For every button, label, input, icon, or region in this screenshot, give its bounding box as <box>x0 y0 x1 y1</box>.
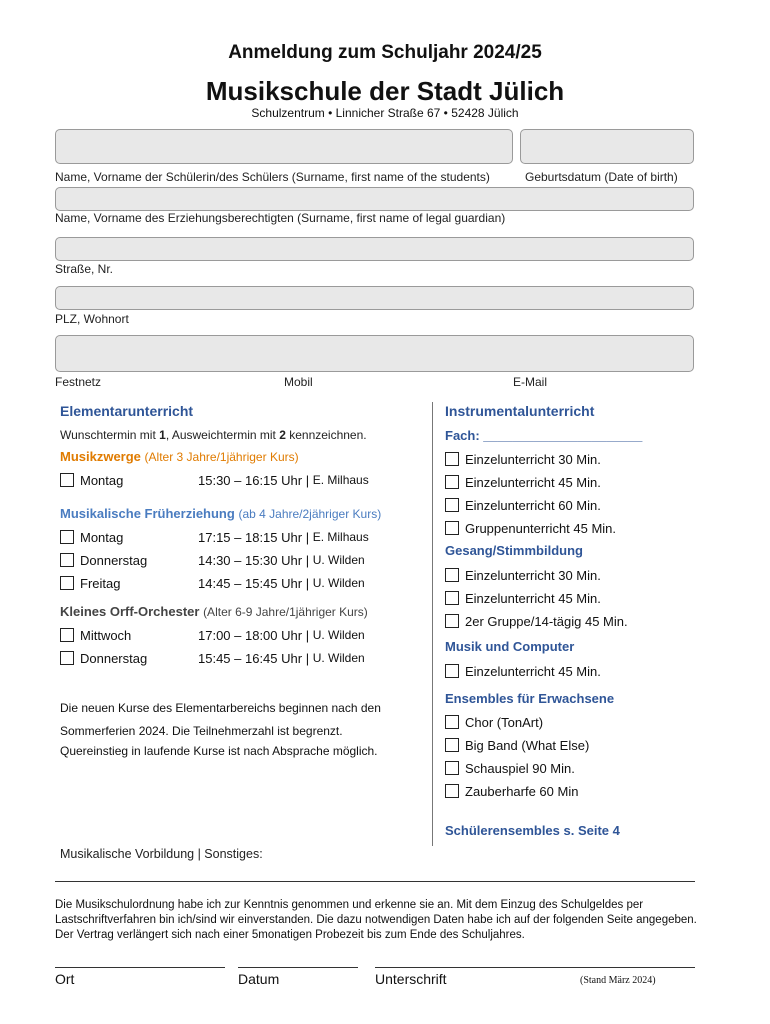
option-gesang-gruppe[interactable]: 2er Gruppe/14-tägig 45 Min. <box>445 612 628 630</box>
guardian-name-label: Name, Vorname des Erziehungsberechtigten (Surname, first name of legal guardian) <box>55 211 506 225</box>
checkbox[interactable] <box>60 651 74 665</box>
ort-line[interactable] <box>55 967 225 968</box>
guardian-name-field[interactable] <box>55 187 694 211</box>
birthdate-field[interactable] <box>520 129 694 164</box>
checkbox[interactable] <box>445 715 459 729</box>
option-schauspiel[interactable]: Schauspiel 90 Min. <box>445 759 575 777</box>
street-label: Straße, Nr. <box>55 262 114 276</box>
checkbox[interactable] <box>445 452 459 466</box>
musikzwerge-title: Musikzwerge (Alter 3 Jahre/1jähriger Kurs) <box>60 449 299 464</box>
checkbox[interactable] <box>445 475 459 489</box>
birthdate-label: Geburtsdatum (Date of birth) <box>525 170 678 184</box>
frueherziehung-title: Musikalische Früherziehung (ab 4 Jahre/2jähriger Kurs) <box>60 506 382 521</box>
course-slot-orff-donnerstag[interactable]: Donnerstag 15:45 – 16:45 Uhr | U. Wilden <box>60 649 365 667</box>
version-stamp: (Stand März 2024) <box>580 975 656 986</box>
column-divider <box>432 402 433 846</box>
elementary-instruction: Wunschtermin mit 1, Ausweichtermin mit 2 kennzeichnen. <box>60 428 367 442</box>
checkbox[interactable] <box>445 761 459 775</box>
checkbox[interactable] <box>445 664 459 678</box>
ort-label: Ort <box>55 971 75 987</box>
city-label: PLZ, Wohnort <box>55 312 129 326</box>
computer-title: Musik und Computer <box>445 639 575 654</box>
option-zauberharfe[interactable]: Zauberharfe 60 Min <box>445 782 578 800</box>
course-slot-frueherziehung-freitag[interactable]: Freitag 14:45 – 15:45 Uhr | U. Wilden <box>60 574 365 592</box>
student-ensembles-note: Schülerensembles s. Seite 4 <box>445 823 620 838</box>
city-field[interactable] <box>55 286 694 310</box>
signature-label: Unterschrift <box>375 971 447 987</box>
mobile-label: Mobil <box>284 375 313 389</box>
form-subtitle: Anmeldung zum Schuljahr 2024/25 <box>228 42 542 63</box>
student-name-label: Name, Vorname der Schülerin/des Schülers (Surname, first name of the students) <box>55 170 490 184</box>
checkbox[interactable] <box>60 628 74 642</box>
option-einzel-60[interactable]: Einzelunterricht 60 Min. <box>445 496 601 514</box>
course-slot-musikzwerge-montag[interactable]: Montag 15:30 – 16:15 Uhr | E. Milhaus <box>60 471 369 489</box>
street-field[interactable] <box>55 237 694 261</box>
checkbox[interactable] <box>445 498 459 512</box>
option-bigband[interactable]: Big Band (What Else) <box>445 736 589 754</box>
gesang-title: Gesang/Stimmbildung <box>445 543 583 558</box>
orff-title: Kleines Orff-Orchester (Alter 6-9 Jahre/1jähriger Kurs) <box>60 604 368 619</box>
instrumental-title: Instrumentalunterricht <box>445 403 595 419</box>
contact-field[interactable] <box>55 335 694 372</box>
fach-field[interactable]: Fach: ______________________ <box>445 428 643 443</box>
agreement-text: Die Musikschulordnung habe ich zur Kenntnis genommen und erkenne sie an. Mit dem Einzug des Schulgeldes per Lastschriftverfahren bin ich/sind wir einverstanden. Die dazu notwendigen Daten habe ich auf der folgenden Seite angegeben. Der Vertrag verlängert sich nach einer 5monatigen Probezeit bis zum Ende des Schuljahres. <box>55 899 697 941</box>
option-gesang-45[interactable]: Einzelunterricht 45 Min. <box>445 589 601 607</box>
elementary-title: Elementarunterricht <box>60 403 194 419</box>
school-title: Musikschule der Stadt Jülich <box>205 76 565 106</box>
ensembles-title: Ensembles für Erwachsene <box>445 691 615 706</box>
option-computer-45[interactable]: Einzelunterricht 45 Min. <box>445 662 601 680</box>
elementary-note-3: Quereinstieg in laufende Kurse ist nach Absprache möglich. <box>60 744 378 758</box>
checkbox[interactable] <box>445 614 459 628</box>
course-slot-frueherziehung-montag[interactable]: Montag 17:15 – 18:15 Uhr | E. Milhaus <box>60 528 369 546</box>
elementary-note-2: Sommerferien 2024. Die Teilnehmerzahl ist begrenzt. <box>60 724 343 738</box>
vorbildung-line[interactable] <box>55 881 695 882</box>
datum-label: Datum <box>238 971 280 987</box>
elementary-note-1: Die neuen Kurse des Elementarbereichs beginnen nach den <box>60 701 381 715</box>
checkbox[interactable] <box>445 738 459 752</box>
course-slot-frueherziehung-donnerstag[interactable]: Donnerstag 14:30 – 15:30 Uhr | U. Wilden <box>60 551 365 569</box>
checkbox[interactable] <box>445 784 459 798</box>
signature-line[interactable] <box>375 967 695 968</box>
phone-label: Festnetz <box>55 375 102 389</box>
student-name-field[interactable] <box>55 129 513 164</box>
course-slot-orff-mittwoch[interactable]: Mittwoch 17:00 – 18:00 Uhr | U. Wilden <box>60 626 365 644</box>
vorbildung-label: Musikalische Vorbildung | Sonstiges: <box>60 847 263 861</box>
checkbox[interactable] <box>60 530 74 544</box>
option-gruppe-45[interactable]: Gruppenunterricht 45 Min. <box>445 519 616 537</box>
checkbox[interactable] <box>445 591 459 605</box>
checkbox[interactable] <box>60 473 74 487</box>
checkbox[interactable] <box>60 553 74 567</box>
checkbox[interactable] <box>60 576 74 590</box>
option-gesang-30[interactable]: Einzelunterricht 30 Min. <box>445 566 601 584</box>
checkbox[interactable] <box>445 521 459 535</box>
option-einzel-45[interactable]: Einzelunterricht 45 Min. <box>445 473 601 491</box>
checkbox[interactable] <box>445 568 459 582</box>
email-label: E-Mail <box>513 375 548 389</box>
school-address: Schulzentrum • Linnicher Straße 67 • 52428 Jülich <box>251 106 519 120</box>
option-chor[interactable]: Chor (TonArt) <box>445 713 543 731</box>
option-einzel-30[interactable]: Einzelunterricht 30 Min. <box>445 450 601 468</box>
datum-line[interactable] <box>238 967 358 968</box>
